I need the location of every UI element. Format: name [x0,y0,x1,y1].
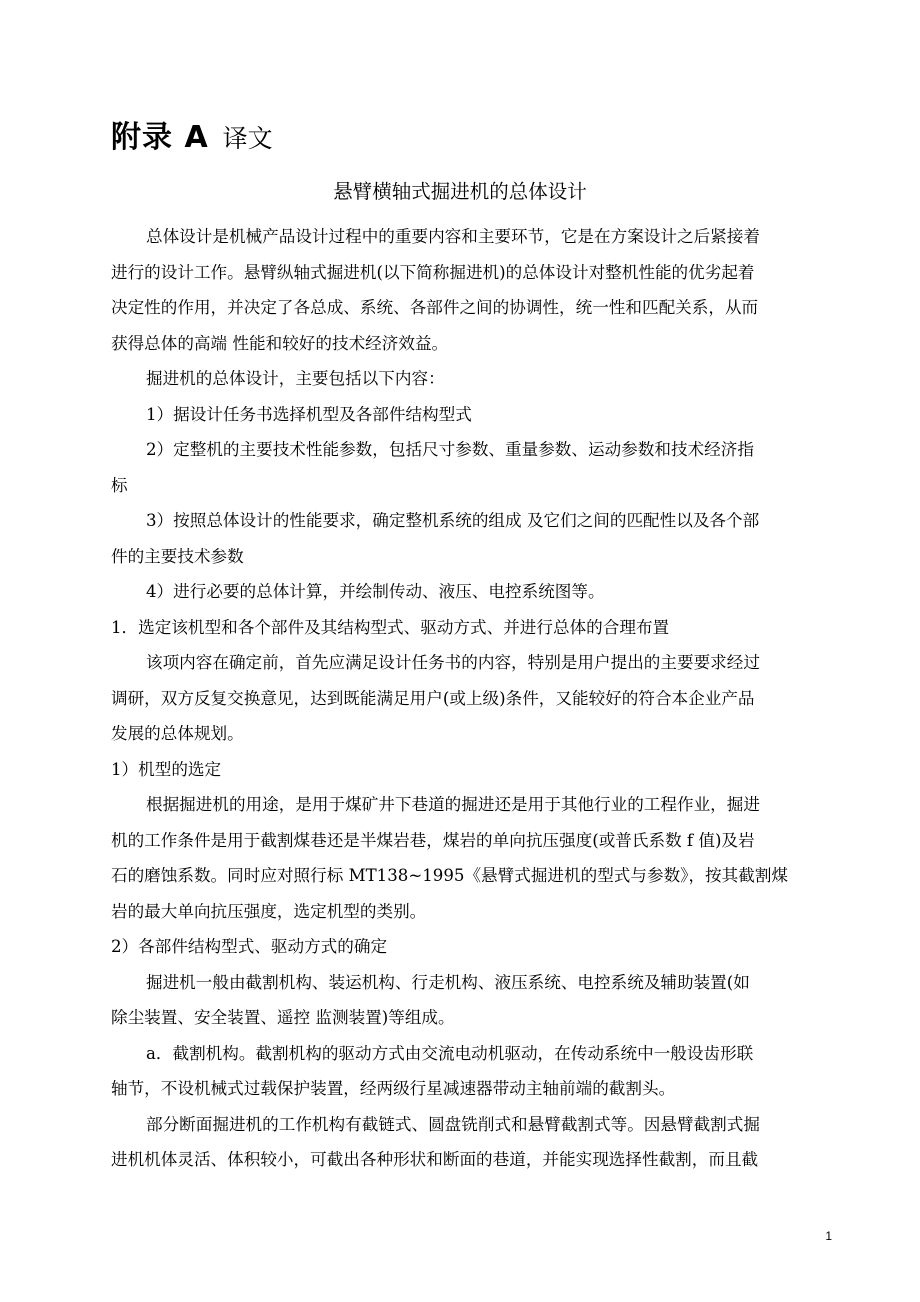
text-line: 机的工作条件是用于截割煤巷还是半煤岩巷，煤岩的单向抗压强度(或普氏系数 f 值)及岩 [111,830,755,850]
text-line: 调研，双方反复交换意见，达到既能满足用户(或上级)条件，又能较好的符合本企业产品 [111,688,755,708]
text-line: 进行的设计工作。悬臂纵轴式掘进机(以下简称掘进机)的总体设计对整机性能的优劣起着 [111,262,755,282]
text-line: 标 [111,475,128,495]
body-text [111,219,831,1178]
text-line: 件的主要技术参数 [111,546,244,566]
subsection-heading: 1）机型的选定 [111,759,222,779]
text-line: 石的磨蚀系数。同时应对照行标 MT138~1995《悬臂式掘进机的型式与参数》，按其截割煤 [111,866,789,885]
section-heading: 1．选定该机型和各个部件及其结构型式、驱动方式、并进行总体的合理布置 [111,617,670,637]
appendix-heading-sub: 译文 [222,124,273,153]
subsection-heading: 2）各部件结构型式、驱动方式的确定 [111,937,388,956]
list-item: 2）定整机的主要技术性能参数，包括尺寸参数、重量参数、运动参数和技术经济指 [146,440,754,459]
text-line: 进机机体灵活、体积较小，可截出各种形状和断面的巷道，并能实现选择性截割，而且截 [111,1150,759,1169]
text-line: a．截割机构。截割机构的驱动方式由交流电动机驱动，在传动系统中一般设齿形联 [146,1043,754,1063]
text-line: 掘进机的总体设计，主要包括以下内容： [146,369,445,388]
text-line: 部分断面掘进机的工作机构有截链式、圆盘铣削式和悬臂截割式等。因悬臂截割式掘 [146,1114,760,1134]
text-line: 岩的最大单向抗压强度，选定机型的类别。 [111,901,427,921]
text-line: 决定性的作用，并决定了各总成、系统、各部件之间的协调性，统一性和匹配关系，从而 [111,298,759,317]
text-line: 该项内容在确定前，首先应满足设计任务书的内容，特别是用户提出的主要要求经过 [146,653,760,672]
text-line: 总体设计是机械产品设计过程中的重要内容和主要环节，它是在方案设计之后紧接着 [146,227,760,246]
text-line: 轴节，不设机械式过载保护装置，经两级行星减速器带动主轴前端的截割头。 [111,1079,676,1098]
list-item: 4）进行必要的总体计算，并绘制传动、液压、电控系统图等。 [146,582,605,601]
text-line: 掘进机一般由截割机构、装运机构、行走机构、液压系统、电控系统及辅助装置(如 [146,972,750,992]
text-line: 发展的总体规划。 [111,724,244,743]
appendix-heading-main: 附录 A [111,120,209,155]
list-item: 1）据设计任务书选择机型及各部件结构型式 [146,404,472,424]
page-number: 1 [825,1229,832,1243]
list-item: 3）按照总体设计的性能要求，确定整机系统的组成 及它们之间的匹配性以及各个部 [146,511,760,530]
text-line: 除尘装置、安全装置、遥控 监测装置)等组成。 [111,1008,455,1027]
text-line: 获得总体的高端 性能和较好的技术经济效益。 [111,333,449,353]
document-title: 悬臂横轴式掘进机的总体设计 [333,180,587,203]
appendix-heading [111,112,273,156]
text-line: 根据掘进机的用途，是用于煤矿井下巷道的掘进还是用于其他行业的工程作业，掘进 [146,795,760,814]
